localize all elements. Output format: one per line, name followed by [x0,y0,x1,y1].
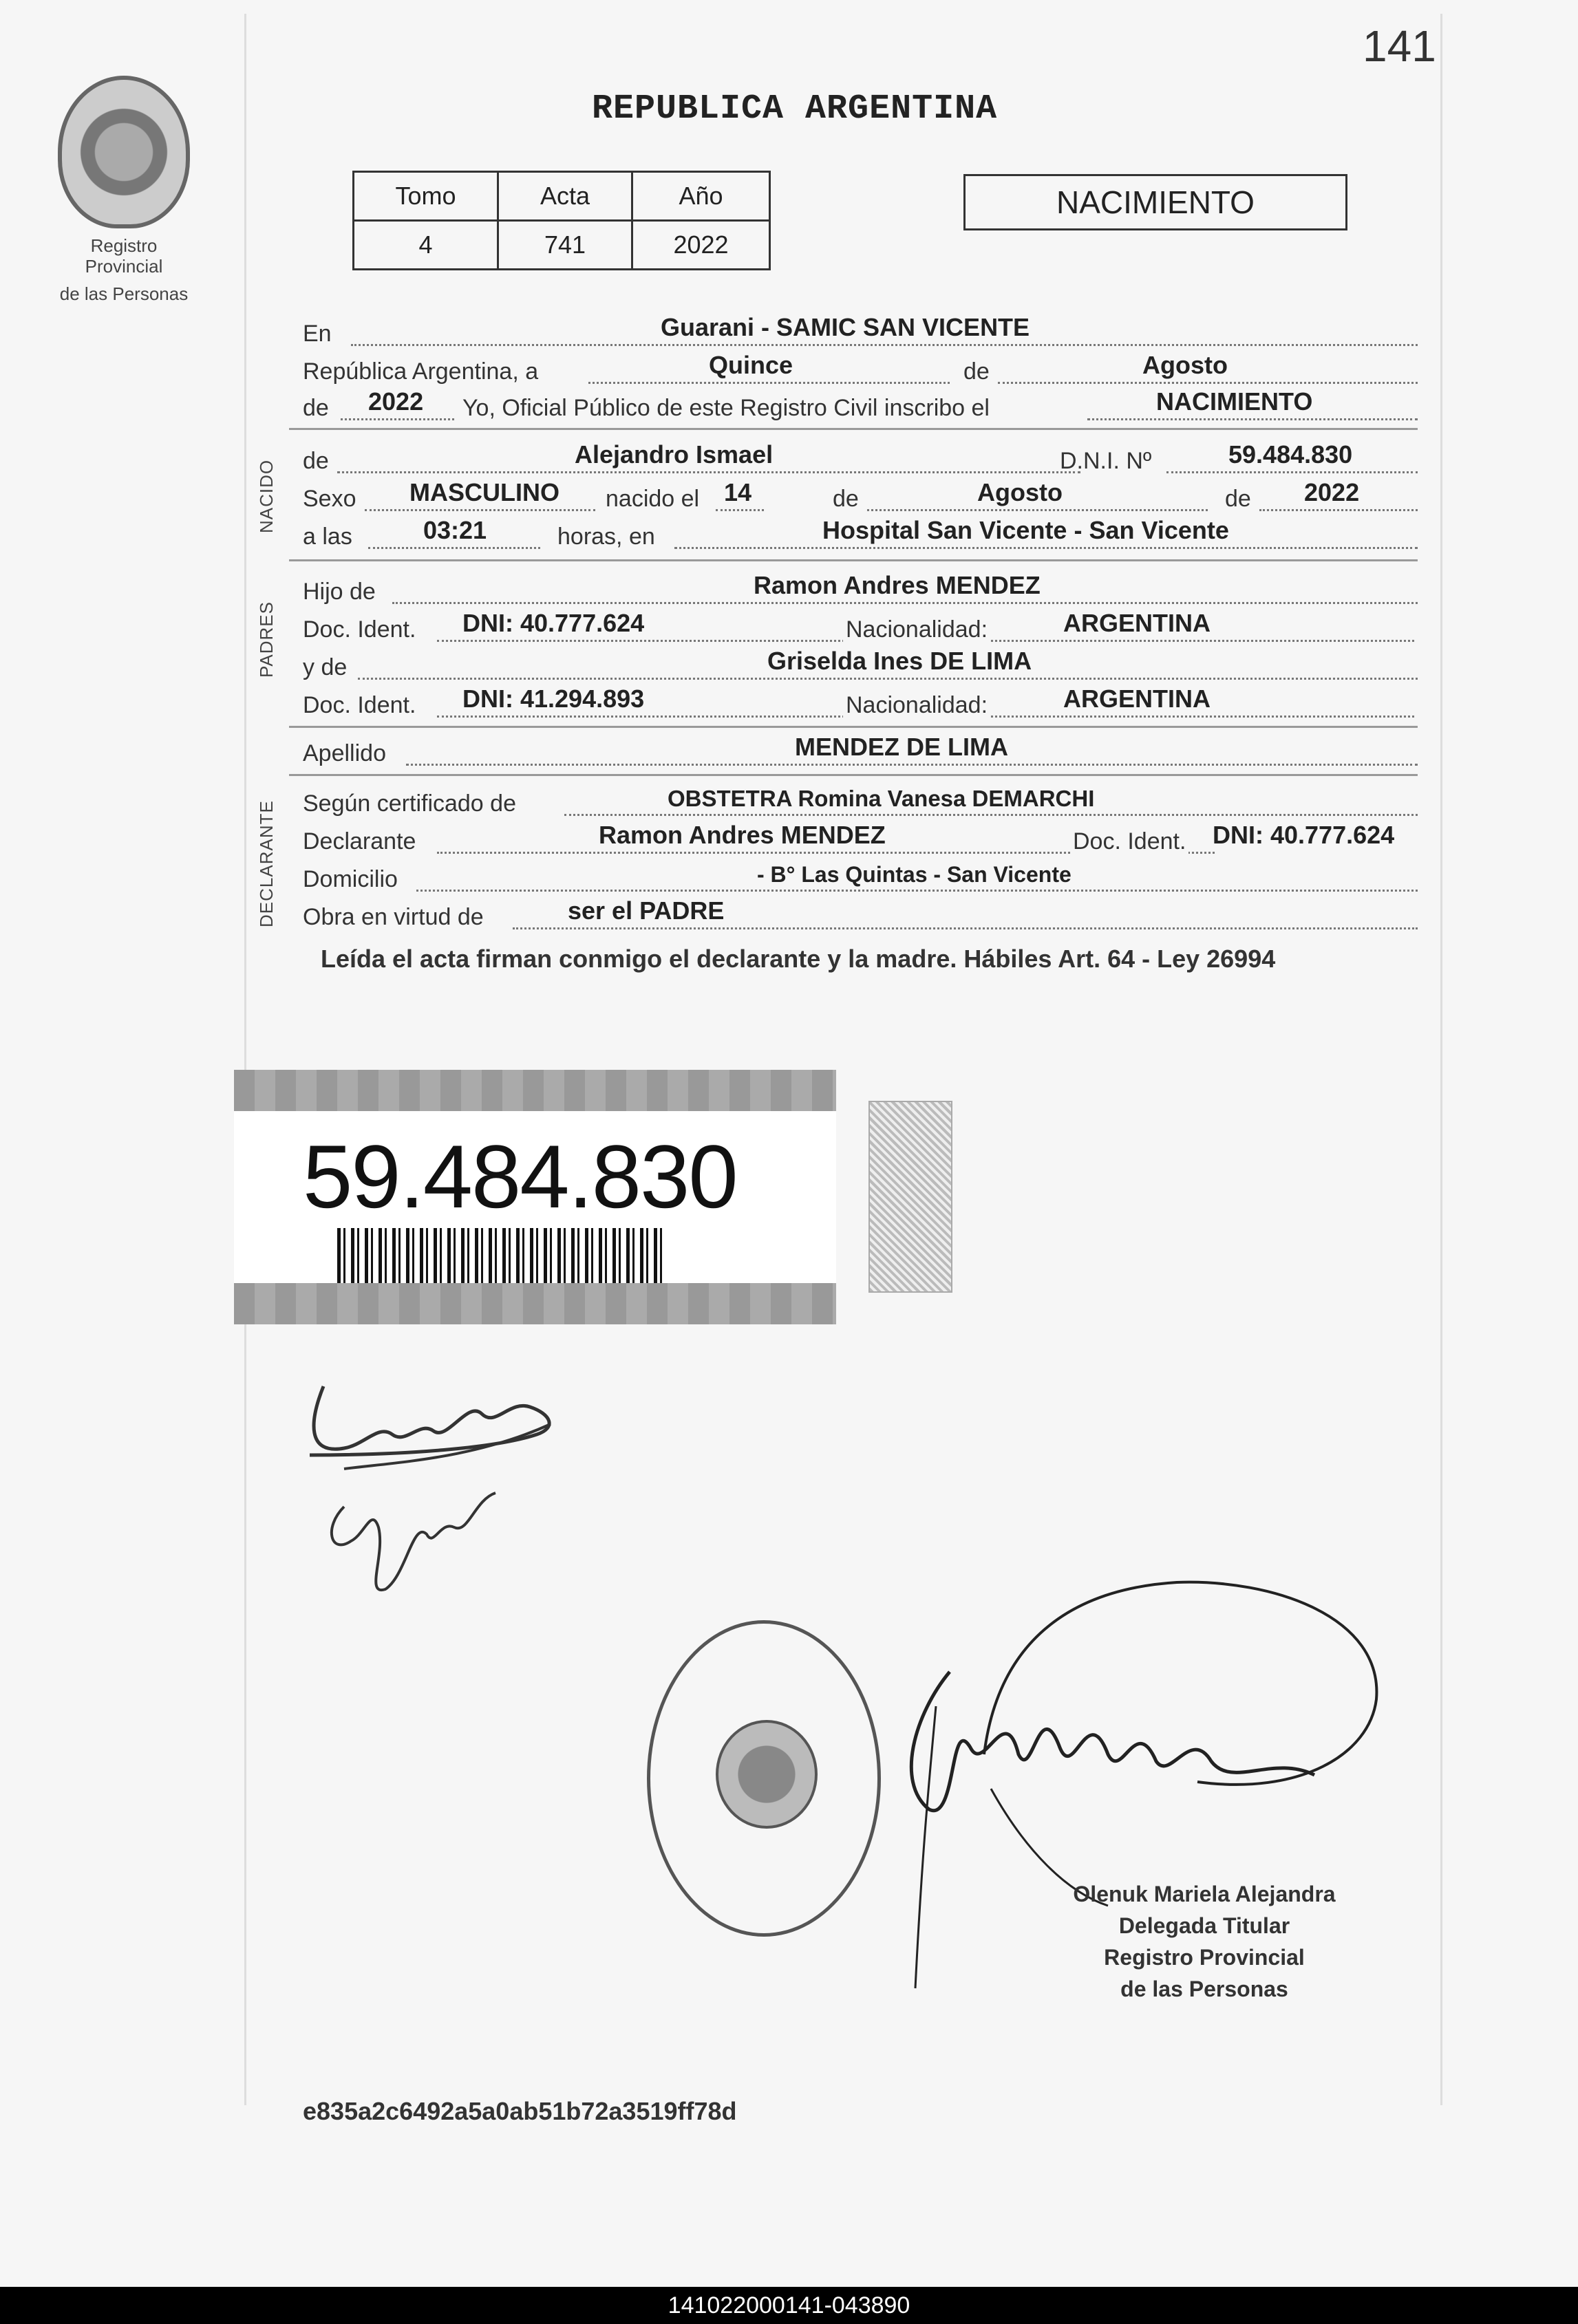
nacido-el-label: nacido el [606,486,700,512]
madre-nac-label: Nacionalidad: [843,692,990,719]
y-de-label: y de [303,654,348,680]
padre-doc-value: DNI: 40.777.624 [462,609,645,637]
barcode-icon [337,1228,668,1283]
row-madre [303,647,1418,685]
dni-sticker [234,1070,836,1324]
separator-declarante [289,774,1418,776]
row-madre-doc [303,685,1418,723]
footer-bar: 141022000141-043890 [0,2287,1578,2324]
nacido-mes-value: Agosto [977,478,1063,506]
dni-value: 59.484.830 [1228,440,1353,469]
certificado-label: Según certificado de [303,790,516,817]
sexo-label: Sexo [303,486,356,512]
lugar-value: Hospital San Vicente - San Vicente [822,516,1229,544]
dni-label: D.N.I. Nº [1060,448,1152,474]
separator-apellido [289,726,1418,728]
de2-label: de [303,395,329,421]
stamp-emblem-icon [716,1720,818,1829]
row-nombre [303,440,1418,479]
declarante-label: Declarante [303,828,416,854]
hora-value: 03:21 [423,516,487,544]
signer-office-1: Registro Provincial [1104,1945,1305,1970]
sticker-band-top [234,1070,836,1111]
document-hash: e835a2c6492a5a0ab51b72a3519ff78d [303,2097,737,2125]
domicilio-value: - B° Las Quintas - San Vicente [757,862,1071,887]
province-seal-icon [58,76,190,228]
row-padre [303,571,1418,610]
row-sexo [303,478,1418,517]
acta-value: 741 [498,221,632,270]
row-fecha [303,351,1418,389]
sexo-value: MASCULINO [409,478,559,506]
hijo-de-label: Hijo de [303,579,376,605]
row-en [303,313,1418,352]
certificado-value: OBSTETRA Romina Vanesa DEMARCHI [668,786,1095,811]
domicilio-label: Domicilio [303,866,398,892]
left-margin-line [244,14,246,2105]
madre-value: Griselda Ines DE LIMA [767,647,1032,675]
padre-value: Ramon Andres MENDEZ [754,571,1041,599]
row-declarante [303,821,1418,859]
signer-name: Olenuk Mariela Alejandra [1073,1882,1336,1906]
lectura-note: Leída el acta firman conmigo el declarante y la madre. Hábiles Art. 64 - Ley 26994 [321,945,1276,973]
separator-padres [289,559,1418,561]
signer-role: Delegada Titular [1118,1913,1290,1938]
de-label: de [963,358,990,385]
row-anio [303,387,1418,426]
alas-label: a las [303,524,352,550]
apellido-value: MENDEZ DE LIMA [795,733,1008,761]
signer-office-2: de las Personas [1120,1977,1288,2001]
madre-doc-value: DNI: 41.294.893 [462,685,645,713]
nacido-de-label: de [303,448,329,474]
declarante-doc-label: Doc. Ident. [1070,828,1188,855]
declarante-section-label: DECLARANTE [256,800,277,927]
right-margin-line [1440,14,1442,2105]
hologram-seal-icon [868,1101,952,1293]
declarante-doc-value: DNI: 40.777.624 [1213,821,1395,849]
nacido-anio-value: 2022 [1304,478,1360,506]
madre-doc-label: Doc. Ident. [303,692,416,718]
row-obra [303,896,1418,935]
row-apellido [303,733,1418,771]
province-logo [55,76,193,304]
nombre-value: Alejandro Ismael [575,440,774,469]
mes-value: Agosto [1142,351,1228,379]
padre-doc-label: Doc. Ident. [303,616,416,643]
oficial-text: Yo, Oficial Público de este Registro Civil inscribo el [462,395,990,421]
obra-value: ser el PADRE [568,896,725,925]
logo-caption-1: Registro Provincial [85,235,163,277]
sticker-dni-number: 59.484.830 [303,1126,737,1227]
nacido-section-label: NACIDO [256,459,277,533]
acta-type-box: NACIMIENTO [963,174,1347,230]
tipo-value: NACIMIENTO [1156,387,1313,416]
dia-value: Quince [709,351,793,379]
declarante-value: Ramon Andres MENDEZ [599,821,886,849]
anio-inscripcion-value: 2022 [368,387,424,416]
padre-nac-label: Nacionalidad: [843,616,990,643]
madre-nac-value: ARGENTINA [1063,685,1211,713]
en-label: En [303,321,332,347]
sticker-band-bottom [234,1283,836,1324]
nacido-dia-value: 14 [724,478,752,506]
signer-block [1019,1878,1390,2005]
tomo-acta-table [352,171,771,270]
padre-nac-value: ARGENTINA [1063,609,1211,637]
obra-label: Obra en virtud de [303,904,484,930]
republica-label: República Argentina, a [303,358,539,385]
madre-signature [317,1479,523,1603]
padres-section-label: PADRES [256,601,277,678]
acta-header: Acta [498,172,632,221]
row-certificado [303,783,1418,821]
nacido-de3-label: de [1225,486,1251,512]
logo-caption-2: de las Personas [59,283,189,304]
anio-header: Año [632,172,770,221]
row-domicilio [303,859,1418,897]
anio-value: 2022 [632,221,770,270]
en-value: Guarani - SAMIC SAN VICENTE [661,313,1030,341]
page-number: 141 [1363,21,1436,71]
row-hora [303,516,1418,555]
tomo-header: Tomo [354,172,498,221]
nacido-de2-label: de [833,486,859,512]
tomo-value: 4 [354,221,498,270]
declarante-signature [303,1359,564,1483]
horas-label: horas, en [557,524,655,550]
page-title: REPUBLICA ARGENTINA [592,89,998,129]
apellido-label: Apellido [303,740,386,766]
separator-nacido [289,428,1418,430]
row-padre-doc [303,609,1418,647]
